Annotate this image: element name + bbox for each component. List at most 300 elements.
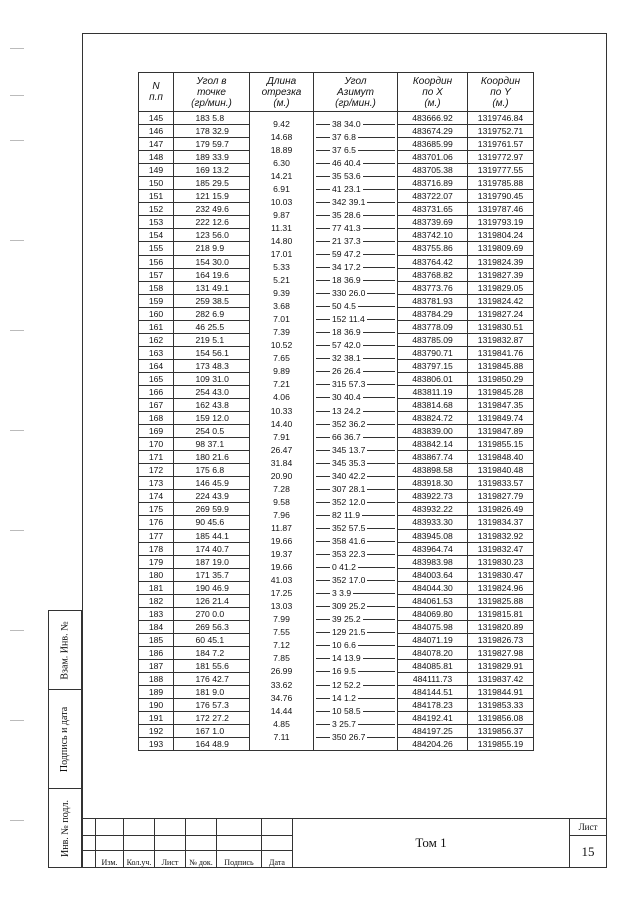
side-label-inv: Инв. № подл. (59, 799, 71, 857)
cell-n: 166 (139, 385, 174, 398)
cell-x: 484075.98 (398, 620, 468, 633)
length-value: 17.01 (270, 248, 293, 259)
cell-y: 1319832.47 (468, 542, 534, 555)
table-row (139, 294, 534, 307)
angle-value: 178 32.9 (195, 126, 229, 137)
cell-y: 1319793.19 (468, 216, 534, 229)
cell-y: 1319845.88 (468, 359, 534, 372)
table-row (139, 112, 534, 125)
cell-angle (174, 712, 250, 725)
cell-x: 483806.01 (398, 372, 468, 385)
table-row (139, 216, 534, 229)
cell-x: 483716.89 (398, 177, 468, 190)
table-row (139, 255, 534, 268)
side-stamp (48, 610, 82, 868)
angle-value: 162 43.8 (195, 400, 229, 411)
azimuth-value: 38 34.0 (332, 119, 361, 129)
cell-length (250, 346, 314, 364)
length-value: 7.91 (273, 431, 290, 442)
cell-y: 1319746.84 (468, 112, 534, 125)
table-row (139, 125, 534, 138)
cell-n: 184 (139, 620, 174, 633)
table-row (139, 673, 534, 686)
angle-value: 224 43.9 (195, 491, 229, 502)
table-row (139, 412, 534, 425)
table-row (139, 281, 534, 294)
cell-x: 483755.86 (398, 242, 468, 255)
table-row (139, 686, 534, 699)
cell-n: 178 (139, 542, 174, 555)
cell-angle (174, 399, 250, 412)
cell-length (250, 620, 314, 638)
cell-x: 483797.15 (398, 359, 468, 372)
cell-angle (174, 725, 250, 738)
cell-angle (174, 542, 250, 555)
cell-x: 483778.09 (398, 320, 468, 333)
azimuth-value: 50 4.5 (332, 301, 356, 312)
cell-y: 1319761.57 (468, 138, 534, 151)
cell-length (250, 646, 314, 664)
cell-x: 484111.73 (398, 673, 468, 686)
cell-length (250, 529, 314, 546)
cell-y: 1319820.89 (468, 620, 534, 633)
cell-n: 173 (139, 477, 174, 490)
azimuth-value: 57 42.0 (332, 340, 361, 351)
cell-x: 484071.19 (398, 633, 468, 646)
side-label-podpis: Подпись и дата (59, 706, 71, 772)
cell-y: 1319848.40 (468, 451, 534, 464)
footer-data: Дата (262, 850, 293, 867)
cell-n: 168 (139, 412, 174, 425)
cell-azimuth (314, 673, 398, 690)
azimuth-value: 13 24.2 (332, 405, 361, 416)
length-value: 11.31 (271, 222, 292, 233)
angle-value: 159 12.0 (195, 413, 229, 424)
angle-value: 176 42.7 (195, 674, 229, 685)
azimuth-value: 30 40.4 (332, 392, 361, 403)
length-value: 14.21 (270, 170, 293, 181)
cell-length (250, 412, 314, 429)
cell-x: 483964.74 (398, 542, 468, 555)
table-row (139, 438, 534, 451)
length-value: 5.21 (273, 275, 290, 286)
cell-angle (174, 438, 250, 451)
length-value: 13.03 (270, 601, 293, 612)
side-cell-vzam (49, 611, 82, 690)
azimuth-value: 307 28.1 (332, 483, 366, 494)
cell-x: 483722.07 (398, 190, 468, 203)
angle-value: 190 46.9 (195, 582, 229, 593)
cell-angle (174, 555, 250, 568)
cell-azimuth (314, 607, 398, 625)
cell-azimuth (314, 346, 398, 364)
cell-n: 161 (139, 320, 174, 333)
cell-x: 484061.53 (398, 594, 468, 607)
cell-x: 483773.76 (398, 281, 468, 294)
cell-azimuth (314, 164, 398, 181)
azimuth-value: 41 23.1 (332, 183, 361, 194)
azimuth-value: 77 41.3 (332, 222, 361, 233)
angle-value: 254 0.5 (195, 426, 225, 437)
cell-angle (174, 607, 250, 620)
volume-title: Том 1 (293, 819, 570, 868)
cell-n: 176 (139, 516, 174, 529)
cell-n: 185 (139, 633, 174, 646)
angle-value: 90 45.6 (195, 517, 225, 528)
cell-length (250, 294, 314, 312)
cell-azimuth (314, 242, 398, 259)
cell-x: 484197.25 (398, 725, 468, 738)
cell-y: 1319856.37 (468, 725, 534, 738)
cell-n: 149 (139, 164, 174, 177)
length-value: 7.96 (273, 509, 290, 520)
length-value: 10.52 (270, 340, 293, 351)
azimuth-value: 37 6.5 (332, 144, 356, 155)
cell-x: 483839.00 (398, 425, 468, 438)
angle-value: 98 37.1 (195, 439, 225, 450)
cell-azimuth (314, 412, 398, 429)
cell-y: 1319830.23 (468, 555, 534, 568)
length-value: 19.66 (270, 536, 293, 546)
cell-n: 170 (139, 438, 174, 451)
length-value: 5.33 (273, 262, 290, 273)
cell-n: 169 (139, 425, 174, 438)
length-value: 6.91 (273, 183, 290, 194)
length-value: 7.55 (273, 627, 290, 638)
cell-azimuth (314, 177, 398, 194)
angle-value: 164 48.9 (195, 739, 229, 750)
cell-x: 483731.65 (398, 203, 468, 216)
title-block (82, 818, 607, 868)
angle-value: 46 25.5 (195, 321, 225, 332)
cell-y: 1319841.76 (468, 346, 534, 359)
table-row (139, 372, 534, 385)
cell-n: 164 (139, 359, 174, 372)
cell-azimuth (314, 307, 398, 325)
cell-angle (174, 620, 250, 633)
cell-x: 483867.74 (398, 451, 468, 464)
cell-azimuth (314, 490, 398, 507)
cell-y: 1319849.74 (468, 412, 534, 425)
cell-azimuth (314, 581, 398, 599)
cell-n: 147 (139, 138, 174, 151)
cell-length (250, 503, 314, 520)
cell-n: 145 (139, 112, 174, 125)
cell-n: 146 (139, 125, 174, 138)
cell-length (250, 581, 314, 599)
cell-y: 1319834.37 (468, 516, 534, 529)
cell-y: 1319827.79 (468, 490, 534, 503)
side-cell-inv (49, 789, 82, 868)
angle-value: 259 38.5 (195, 295, 229, 306)
cell-length (250, 699, 314, 716)
footer-podpis: Подпись (217, 850, 262, 867)
cell-length (250, 385, 314, 403)
length-value: 14.80 (270, 235, 293, 246)
cell-x: 483898.58 (398, 464, 468, 477)
cell-length (250, 464, 314, 481)
cell-y: 1319824.39 (468, 255, 534, 268)
angle-value: 176 57.3 (195, 700, 229, 711)
cell-n: 171 (139, 451, 174, 464)
cell-angle (174, 268, 250, 281)
length-value: 7.01 (273, 314, 290, 325)
table-row (139, 516, 534, 529)
cell-x: 483705.38 (398, 164, 468, 177)
length-value: 7.12 (273, 640, 290, 651)
angle-value: 184 7.2 (195, 647, 225, 658)
table-row (139, 268, 534, 281)
azimuth-value: 3 25.7 (332, 718, 356, 729)
cell-azimuth (314, 646, 398, 664)
cell-x: 483983.98 (398, 555, 468, 568)
cell-length (250, 555, 314, 573)
cell-azimuth (314, 255, 398, 273)
angle-value: 187 19.0 (195, 556, 229, 567)
cell-angle (174, 203, 250, 216)
cell-angle (174, 333, 250, 346)
cell-n: 159 (139, 294, 174, 307)
table-row (139, 490, 534, 503)
azimuth-value: 309 25.2 (332, 601, 366, 612)
cell-angle (174, 320, 250, 333)
cell-length (250, 203, 314, 220)
cell-length (250, 516, 314, 533)
cell-y: 1319826.73 (468, 633, 534, 646)
cell-x: 483932.22 (398, 503, 468, 516)
cell-length (250, 542, 314, 560)
cell-n: 179 (139, 555, 174, 568)
azimuth-value: 10 6.6 (332, 640, 356, 651)
cell-angle (174, 190, 250, 203)
cell-azimuth (314, 281, 398, 299)
header-azimuth: Угол Азимут (гр/мин.) (314, 73, 398, 112)
azimuth-value: 39 25.2 (332, 614, 361, 625)
header-x: Координ по X (м.) (398, 73, 468, 112)
cell-y: 1319777.55 (468, 164, 534, 177)
footer-koluch: Кол.уч. (124, 850, 155, 867)
cell-angle (174, 294, 250, 307)
cell-length (250, 281, 314, 299)
header-n: N п.п (139, 73, 174, 112)
table-row (139, 346, 534, 359)
cell-x: 484044.30 (398, 581, 468, 594)
cell-azimuth (314, 229, 398, 246)
angle-value: 146 45.9 (195, 478, 229, 489)
cell-azimuth (314, 712, 398, 729)
angle-value: 123 56.0 (195, 230, 229, 241)
cell-length (250, 451, 314, 468)
cell-n: 174 (139, 490, 174, 503)
cell-angle (174, 738, 250, 751)
azimuth-value: 345 13.7 (332, 444, 366, 455)
cell-y: 1319855.19 (468, 738, 534, 751)
cell-length (250, 425, 314, 442)
cell-azimuth (314, 464, 398, 481)
azimuth-value: 14 13.9 (332, 653, 361, 664)
cell-y: 1319829.05 (468, 281, 534, 294)
cell-y: 1319785.88 (468, 177, 534, 190)
length-value: 34.76 (270, 692, 293, 703)
table-row (139, 503, 534, 516)
cell-length (250, 738, 314, 751)
cell-n: 175 (139, 503, 174, 516)
angle-value: 181 55.6 (195, 660, 229, 671)
cell-length (250, 607, 314, 625)
cell-y: 1319772.97 (468, 151, 534, 164)
cell-angle (174, 503, 250, 516)
azimuth-value: 340 42.2 (332, 470, 366, 481)
length-value: 7.65 (273, 353, 290, 364)
azimuth-value: 3 3.9 (332, 588, 352, 599)
cell-angle (174, 477, 250, 490)
cell-angle (174, 177, 250, 190)
azimuth-value: 352 17.0 (332, 575, 366, 586)
length-value: 7.39 (273, 327, 290, 338)
cell-azimuth (314, 633, 398, 651)
length-value: 9.58 (273, 496, 290, 507)
cell-azimuth (314, 399, 398, 416)
footer-list: Лист (155, 850, 186, 867)
table-header-row (139, 73, 534, 112)
cell-n: 154 (139, 229, 174, 242)
cell-y: 1319856.08 (468, 712, 534, 725)
cell-n: 157 (139, 268, 174, 281)
table-row (139, 320, 534, 333)
length-value: 31.84 (270, 457, 293, 468)
cell-angle (174, 307, 250, 320)
table-row (139, 164, 534, 177)
cell-n: 177 (139, 529, 174, 542)
azimuth-value: 330 26.0 (332, 288, 366, 299)
cell-azimuth (314, 620, 398, 638)
coordinates-table (138, 72, 534, 751)
cell-azimuth (314, 294, 398, 312)
azimuth-value: 21 37.3 (332, 235, 361, 246)
cell-n: 188 (139, 673, 174, 686)
cell-x: 484192.41 (398, 712, 468, 725)
length-value: 7.99 (273, 614, 290, 625)
angle-value: 179 59.7 (195, 139, 229, 150)
cell-n: 165 (139, 372, 174, 385)
azimuth-value: 66 36.7 (332, 431, 361, 442)
cell-azimuth (314, 568, 398, 586)
angle-value: 269 59.9 (195, 504, 229, 515)
angle-value: 175 6.8 (195, 465, 225, 476)
angle-value: 185 44.1 (195, 530, 229, 541)
azimuth-value: 59 47.2 (332, 248, 361, 259)
cell-angle (174, 633, 250, 646)
cell-x: 483811.19 (398, 385, 468, 398)
cell-y: 1319752.71 (468, 125, 534, 138)
cell-length (250, 164, 314, 181)
cell-length (250, 216, 314, 233)
length-value: 11.87 (271, 522, 292, 533)
cell-y: 1319832.92 (468, 529, 534, 542)
cell-azimuth (314, 333, 398, 351)
length-value: 41.03 (270, 575, 293, 586)
cell-x: 483824.72 (398, 412, 468, 425)
cell-y: 1319832.87 (468, 333, 534, 346)
angle-value: 269 56.3 (195, 621, 229, 632)
table-row (139, 399, 534, 412)
length-value: 17.25 (270, 588, 293, 599)
cell-y: 1319829.91 (468, 659, 534, 672)
length-value: 10.03 (270, 196, 293, 207)
cell-azimuth (314, 320, 398, 338)
side-cell-podpis (49, 690, 82, 789)
azimuth-value: 34 17.2 (332, 262, 361, 273)
cell-x: 483842.14 (398, 438, 468, 451)
cell-azimuth (314, 216, 398, 233)
angle-value: 180 21.6 (195, 452, 229, 463)
cell-angle (174, 216, 250, 229)
cell-angle (174, 659, 250, 672)
azimuth-value: 18 36.9 (332, 327, 361, 338)
angle-value: 219 5.1 (195, 334, 225, 345)
cell-n: 153 (139, 216, 174, 229)
cell-length (250, 399, 314, 416)
angle-value: 109 31.0 (195, 373, 229, 384)
angle-value: 222 12.6 (195, 217, 229, 228)
angle-value: 181 9.0 (195, 687, 225, 698)
table-row (139, 425, 534, 438)
cell-azimuth (314, 112, 398, 129)
cell-y: 1319824.96 (468, 581, 534, 594)
azimuth-value: 46 40.4 (332, 157, 361, 168)
table-row (139, 568, 534, 581)
cell-y: 1319815.81 (468, 607, 534, 620)
table-row (139, 712, 534, 725)
azimuth-value: 353 22.3 (332, 549, 366, 560)
cell-length (250, 372, 314, 390)
cell-x: 483933.30 (398, 516, 468, 529)
sheet-label: Лист (570, 819, 607, 836)
azimuth-value: 342 39.1 (332, 196, 366, 207)
length-value: 10.33 (270, 405, 293, 416)
cell-x: 484144.51 (398, 686, 468, 699)
cell-x: 484178.23 (398, 699, 468, 712)
cell-angle (174, 646, 250, 659)
cell-length (250, 177, 314, 194)
table-row (139, 699, 534, 712)
cell-length (250, 255, 314, 273)
cell-azimuth (314, 477, 398, 494)
cell-n: 167 (139, 399, 174, 412)
angle-value: 154 56.1 (195, 347, 229, 358)
cell-n: 186 (139, 646, 174, 659)
cell-angle (174, 242, 250, 255)
azimuth-value: 14 1.2 (332, 692, 356, 703)
cell-x: 484204.26 (398, 738, 468, 751)
cell-length (250, 490, 314, 507)
cell-y: 1319827.39 (468, 268, 534, 281)
cell-n: 160 (139, 307, 174, 320)
table-row (139, 607, 534, 620)
angle-value: 121 15.9 (195, 191, 229, 202)
cell-length (250, 477, 314, 494)
length-value: 9.87 (273, 209, 290, 220)
cell-azimuth (314, 385, 398, 403)
cell-x: 483768.82 (398, 268, 468, 281)
cell-length (250, 659, 314, 677)
azimuth-value: 0 41.2 (332, 562, 356, 573)
angle-value: 185 29.5 (195, 178, 229, 189)
cell-y: 1319827.24 (468, 307, 534, 320)
cell-y: 1319853.33 (468, 699, 534, 712)
table-row (139, 203, 534, 216)
azimuth-value: 352 12.0 (332, 496, 366, 507)
